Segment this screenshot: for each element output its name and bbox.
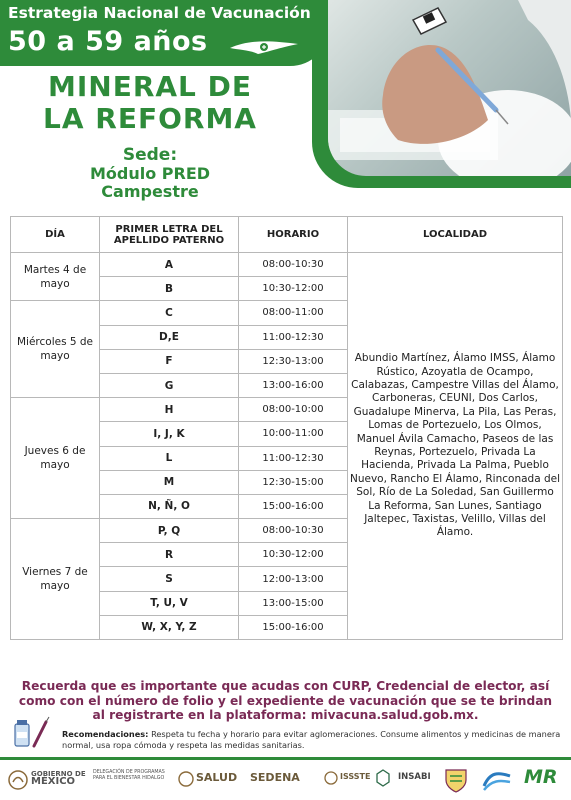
sede-label: Sede:	[122, 145, 178, 165]
hour-cell: 12:30-15:00	[239, 470, 348, 494]
vaccine-photo	[328, 0, 571, 176]
letter-cell: T, U, V	[100, 591, 239, 615]
header	[0, 0, 571, 205]
logo-bienestar: DELEGACIÓN DE PROGRAMAS PARA EL BIENESTAR HIDALGO	[93, 770, 165, 781]
recommendations-label: Recomendaciones:	[62, 729, 149, 739]
campaign-banner	[0, 0, 330, 66]
sede-name-line1: Módulo PRED	[89, 164, 211, 183]
hour-cell: 13:00-16:00	[239, 373, 348, 397]
letter-cell: R	[100, 543, 239, 567]
day-cell: Jueves 6 de mayo	[11, 398, 100, 519]
letter-cell: F	[100, 349, 239, 373]
hour-cell: 08:00-10:00	[239, 398, 348, 422]
municipality-title-line2: LA REFORMA	[43, 102, 257, 135]
logo-strip	[0, 762, 571, 800]
wave-logo-icon	[482, 768, 512, 792]
hour-cell: 11:00-12:30	[239, 446, 348, 470]
letter-cell: P, Q	[100, 519, 239, 543]
hidalgo-shield-icon	[444, 766, 468, 794]
letter-cell: G	[100, 373, 239, 397]
letter-cell: C	[100, 301, 239, 325]
logo-issste: ISSSTE	[340, 772, 371, 781]
day-cell: Viernes 7 de mayo	[11, 519, 100, 640]
hour-cell: 11:00-12:30	[239, 325, 348, 349]
recommendations-text: Respeta tu fecha y horario para evitar aglomeraciones. Consume alimentos y medicinas de manera normal, usa ropa cómoda y respeta las medidas sanitarias.	[62, 729, 561, 750]
hour-cell: 15:00-16:00	[239, 615, 348, 639]
letter-cell: I, J, K	[100, 422, 239, 446]
vaccine-photo-illustration	[328, 0, 571, 176]
hour-cell: 13:00-15:00	[239, 591, 348, 615]
logo-gobierno-line2: MÉXICO	[31, 776, 76, 787]
hour-cell: 08:00-11:00	[239, 301, 348, 325]
coat-of-arms-icon	[8, 768, 28, 792]
logo-salud: SALUD	[196, 771, 238, 784]
letter-cell: N, Ñ, O	[100, 494, 239, 518]
hour-cell: 08:00-10:30	[239, 253, 348, 277]
letter-cell: L	[100, 446, 239, 470]
header-hour: HORARIO	[239, 217, 348, 253]
letter-cell: S	[100, 567, 239, 591]
hour-cell: 12:30-13:00	[239, 349, 348, 373]
letter-cell: B	[100, 277, 239, 301]
bird-emblem-icon	[228, 36, 300, 58]
footer-divider	[0, 757, 571, 760]
hour-cell: 10:30-12:00	[239, 543, 348, 567]
header-locality: LOCALIDAD	[348, 217, 563, 253]
logo-gobierno	[31, 770, 86, 786]
salud-emblem-icon	[178, 771, 194, 787]
letter-cell: D,E	[100, 325, 239, 349]
issste-emblem-icon	[324, 771, 338, 785]
reminder-text: Recuerda que es importante que acudas con CURP, Credencial de elector, así como con el número de folio y el expediente de vacunación que se te brindan al registrarte en la plataforma: mivacuna.salud.gob.mx.	[18, 679, 553, 722]
letter-cell: A	[100, 253, 239, 277]
imss-emblem-icon	[376, 769, 390, 787]
day-cell: Miércoles 5 de mayo	[11, 301, 100, 398]
letter-cell: H	[100, 398, 239, 422]
campaign-title: Estrategia Nacional de Vacunación	[8, 4, 311, 22]
header-day: DÍA	[11, 217, 100, 253]
logo-mr: MR	[524, 766, 558, 788]
hour-cell: 10:00-11:00	[239, 422, 348, 446]
table-header-row	[11, 217, 563, 253]
header-letter: PRIMER LETRA DEL APELLIDO PATERNO	[100, 217, 239, 253]
recommendations	[62, 729, 562, 751]
table-row	[11, 253, 563, 277]
logo-sedena: SEDENA	[250, 771, 300, 784]
logo-gobierno-line1: GOBIERNO DE	[31, 770, 86, 778]
hour-cell: 15:00-16:00	[239, 494, 348, 518]
hour-cell: 10:30-12:00	[239, 277, 348, 301]
sede-name-line2: Campestre	[101, 182, 199, 201]
photo-frame	[312, 0, 571, 188]
municipality-title-line1: MINERAL DE	[47, 70, 253, 103]
day-cell: Martes 4 de mayo	[11, 253, 100, 301]
letter-cell: W, X, Y, Z	[100, 615, 239, 639]
letter-cell: M	[100, 470, 239, 494]
hour-cell: 08:00-10:30	[239, 519, 348, 543]
age-group: 50 a 59 años	[8, 26, 208, 57]
hour-cell: 12:00-13:00	[239, 567, 348, 591]
vaccine-icon	[12, 716, 50, 750]
logo-insabi: INSABI	[398, 772, 431, 782]
locality-cell: Abundio Martínez, Álamo IMSS, Álamo Rústico, Azoyatla de Ocampo, Calabazas, Campestre Villas del Álamo, Carboneras, CEUNI, Dos Carlos, Guadalupe Minerva, La Pila, Las Peras, Lomas de Portezuelo, Los Olmos, Manuel Ávila Camacho, Paseos de las Reynas, Portezuelo, Privada La Hacienda, Privada La Palma, Pueblo Nuevo, Rancho El Álamo, Rinconada del Sol, Río de La Soledad, San Guillermo La Reforma, San Lunes, Santiago Jaltepec, Taxistas, Velillo, Villas del Álamo.	[348, 253, 563, 640]
schedule-table	[10, 216, 563, 640]
